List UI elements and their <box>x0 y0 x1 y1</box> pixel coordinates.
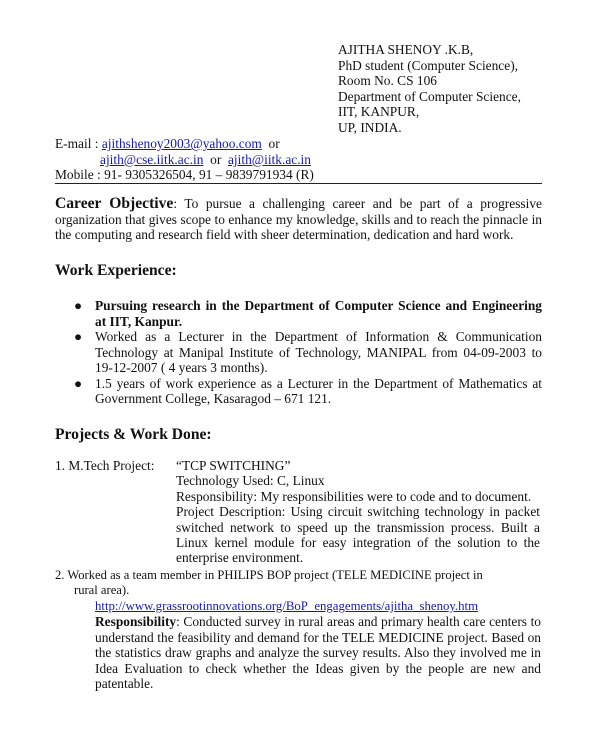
project-1-title: “TCP SWITCHING” <box>176 458 291 473</box>
project-2-label <box>55 568 483 599</box>
department: Department of Computer Science, <box>338 88 521 104</box>
institute: IIT, KANPUR, <box>338 104 420 120</box>
responsibility-text: : Conducted survey in rural areas and primary health care centers to understand the feasibility and demand for the TELE MEDICINE project. Based on the statistics draw graphs and analyze the survey results. Also they involved me in Idea Evaluation to check whether the Ideas given by the people are new and patentable. <box>95 614 541 692</box>
project-2-label-line1: 2. Worked as a team member in PHILIPS BOP project (TELE MEDICINE project in <box>55 568 483 582</box>
room-number: Room No. CS 106 <box>338 73 437 89</box>
place: UP, INDIA. <box>338 119 402 135</box>
list-item-text: Pursuing research in the Department of Computer Science and Engineering at IIT, Kanpur. <box>95 298 542 329</box>
contact-block <box>55 136 314 183</box>
header-divider <box>55 183 542 184</box>
bullet-icon: ● <box>74 329 83 344</box>
project-1-label: 1. M.Tech Project: <box>55 458 155 473</box>
candidate-name: AJITHA SHENOY .K.B, <box>338 42 474 57</box>
bullet-icon: ● <box>74 375 83 391</box>
email-link-cse[interactable]: ajith@cse.iitk.ac.in <box>100 151 204 167</box>
bullet-icon: ● <box>74 298 83 313</box>
list-item <box>55 329 542 376</box>
list-item-text: Worked as a Lecturer in the Department of Information & Communication Technology at Manipal Institute of Technology, MANIPAL from 04-09-2003 to 19-12-2007 ( 4 years 3 months). <box>95 329 542 375</box>
projects-heading: Projects & Work Done: <box>55 426 212 443</box>
project-1-description: Project Description: Using circuit switching technology in packet switched network to speed up the transmission process. Built a Linux kernel module for easy integration of the solution to the enterprise environment. <box>176 504 540 566</box>
candidate-title: PhD student (Computer Science), <box>338 57 518 73</box>
project-2-responsibility <box>95 614 541 691</box>
project-1-tech: Technology Used: C, Linux <box>176 473 325 489</box>
work-experience-heading: Work Experience: <box>55 262 177 279</box>
project-1-responsibility: Responsibility: My responsibilities were to code and to document. <box>176 488 532 504</box>
or-text: or <box>261 136 280 151</box>
email-label: E-mail : <box>55 136 102 151</box>
address-block <box>338 42 521 136</box>
list-item <box>55 376 542 407</box>
email-link-yahoo[interactable]: ajithshenoy2003@yahoo.com <box>101 136 262 151</box>
project-1-details <box>176 458 540 566</box>
email-link-iitk[interactable]: ajith@iitk.ac.in <box>227 151 311 167</box>
career-objective-heading: Career Objective <box>55 195 174 212</box>
list-item <box>55 298 542 329</box>
mobile-numbers: Mobile : 91- 9305326504, 91 – 9839791934 (R) <box>55 167 314 183</box>
project-2-url-link[interactable]: http://www.grassrootinnovations.org/BoP_engagements/ajitha_shenoy.htm <box>95 599 479 613</box>
responsibility-label: Responsibility <box>95 614 177 630</box>
career-objective-text: : To pursue a challenging career and be part of a progressive organization that gives scope to enhance my knowledge, skills and to reach the pinnacle in the computing and research field with sheer determination, dedication and hard work. <box>55 196 542 242</box>
or-text: or <box>203 151 228 167</box>
project-2-details <box>95 599 541 691</box>
project-2-label-line2: rural area). <box>74 583 130 598</box>
career-objective <box>55 196 542 243</box>
work-experience-list <box>55 298 542 407</box>
list-item-text: 1.5 years of work experience as a Lecturer in the Department of Mathematics at Government College, Kasaragod – 671 121. <box>95 375 542 406</box>
